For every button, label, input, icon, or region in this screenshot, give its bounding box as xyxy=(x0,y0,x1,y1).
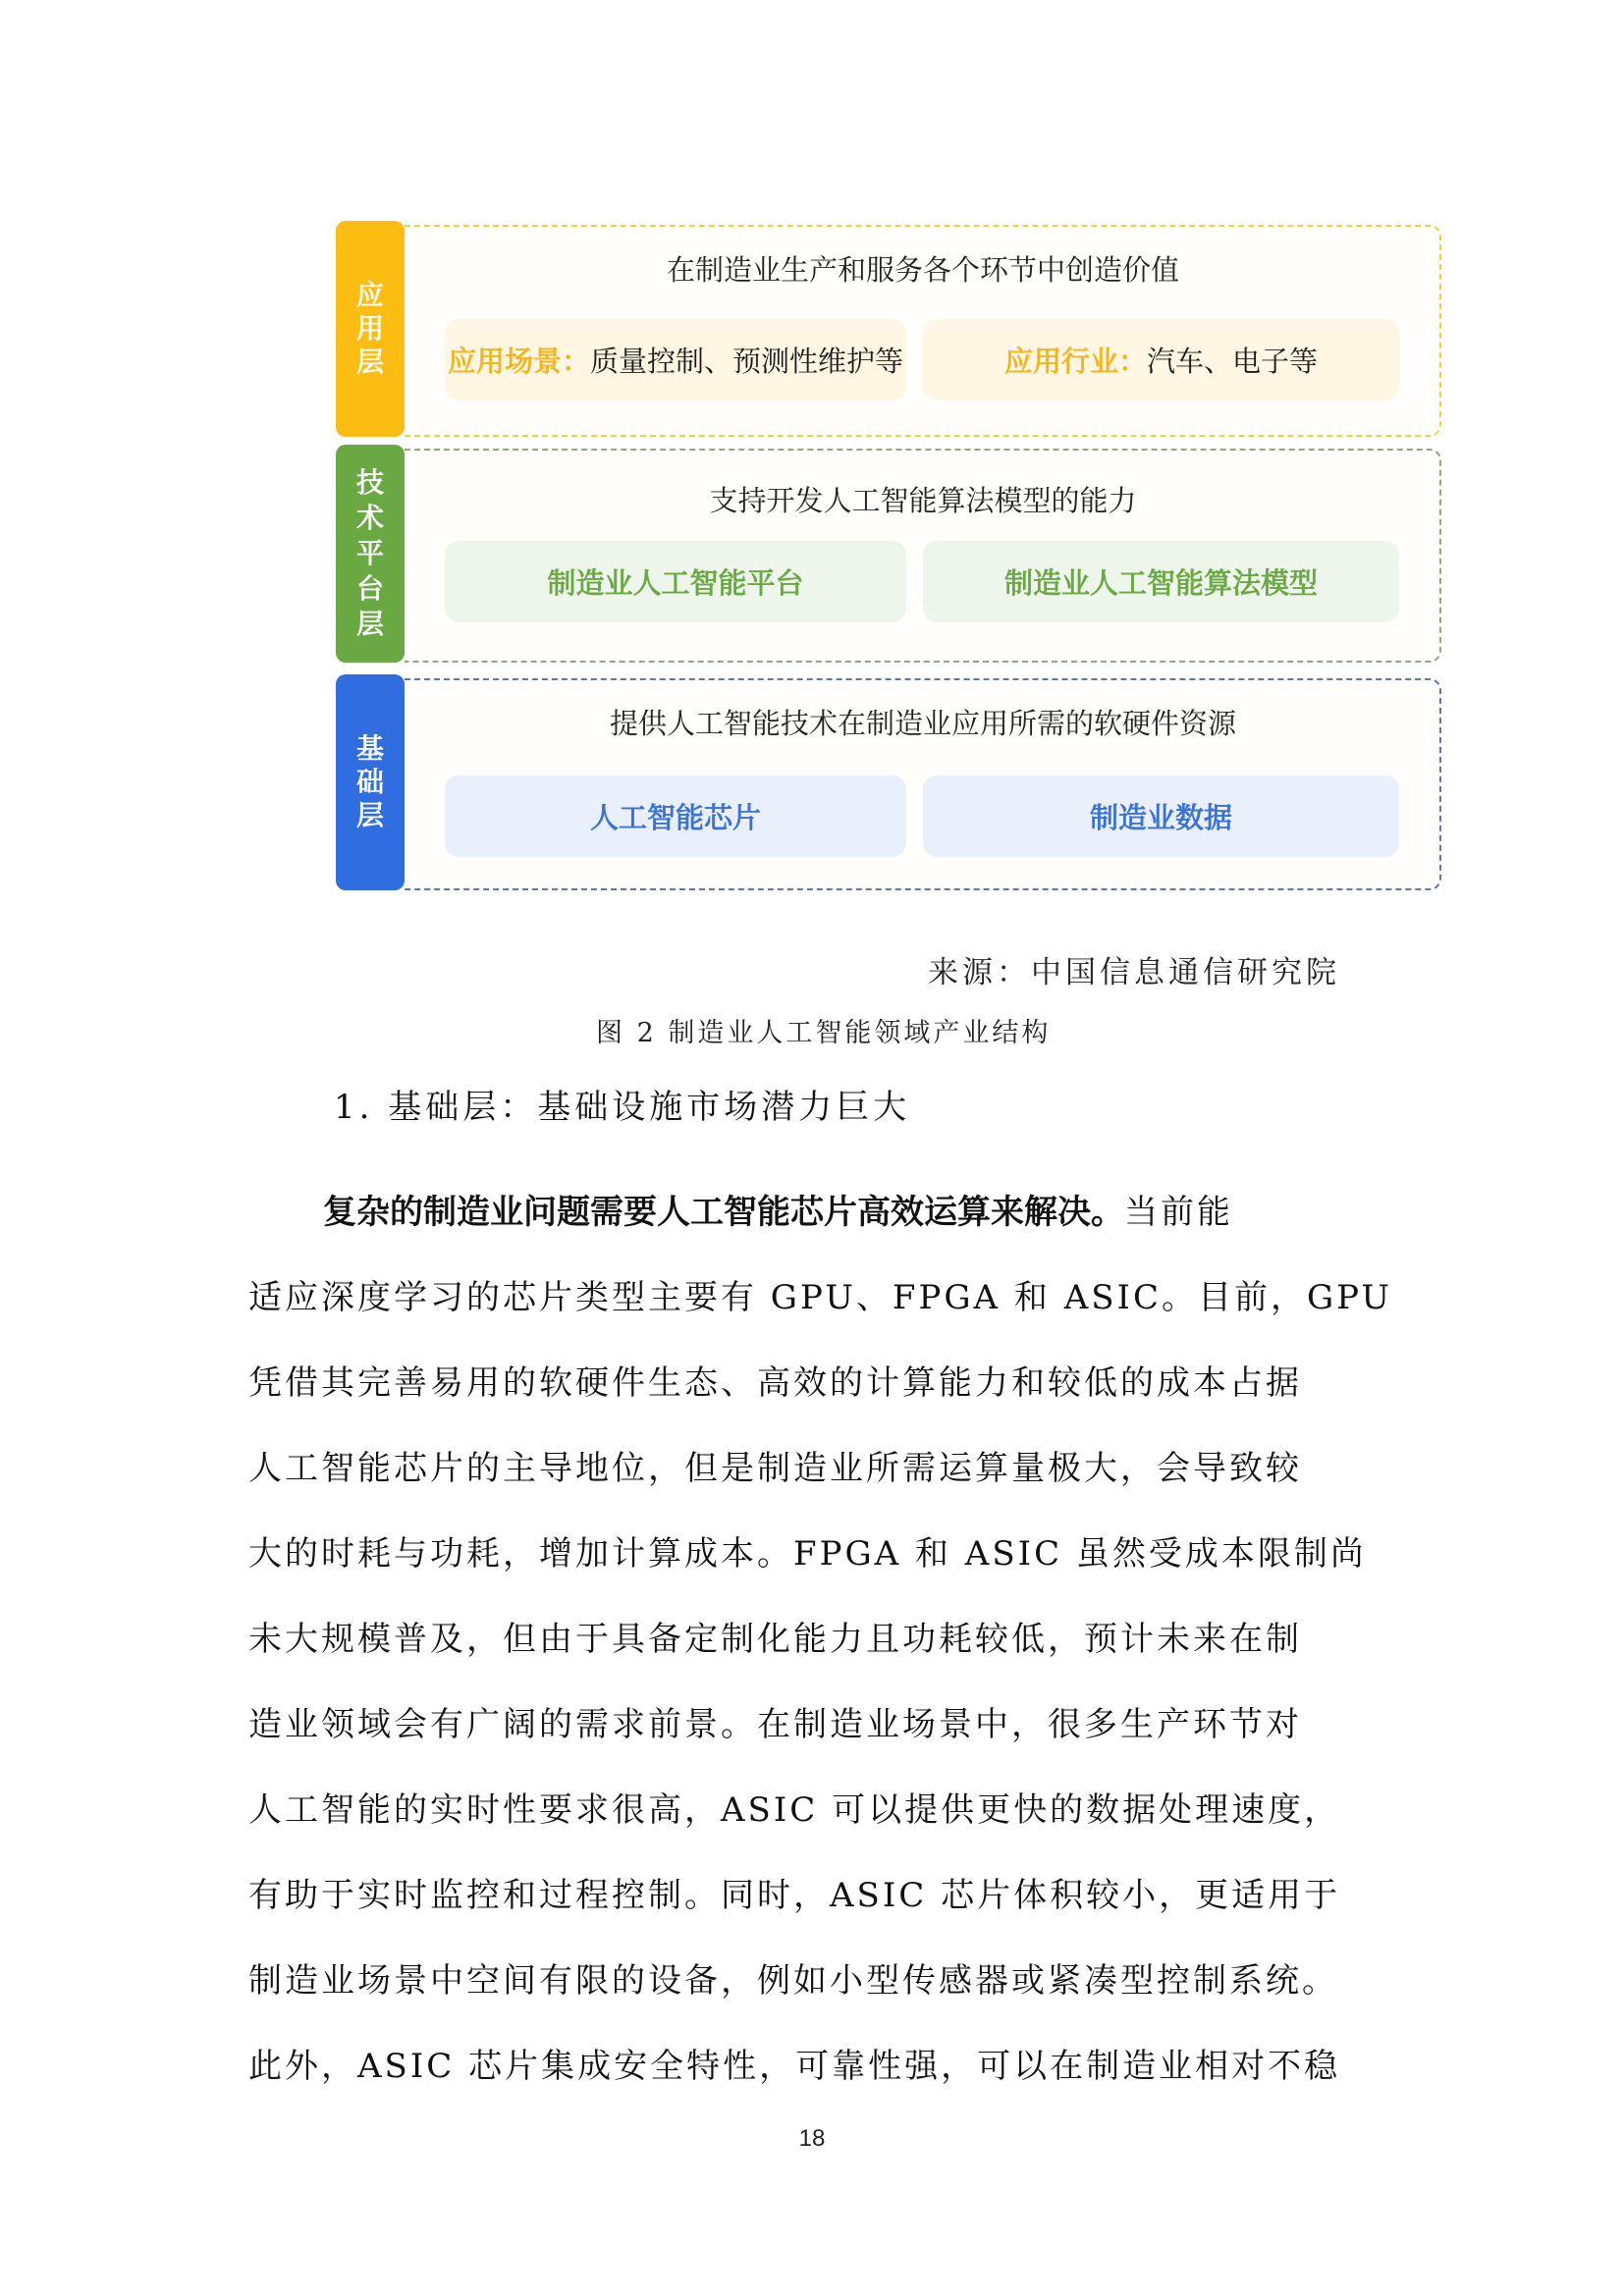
application-scenario-value: 质量控制、预测性维护等 xyxy=(590,345,904,378)
tech-platform-layer-description: 支持开发人工智能算法模型的能力 xyxy=(709,484,1137,517)
paragraph-line: 有助于实时监控和过程控制。同时，ASIC 芯片体积较小，更适用于 xyxy=(248,1876,1341,1915)
ai-chip-box: 人工智能芯片 xyxy=(445,775,906,857)
tech-platform-layer xyxy=(336,445,1441,663)
application-scenario-box xyxy=(445,319,906,400)
paragraph-line: 此外，ASIC 芯片集成安全特性，可靠性强，可以在制造业相对不稳 xyxy=(248,2047,1341,2086)
application-layer xyxy=(336,221,1441,437)
application-layer-label xyxy=(336,221,405,437)
body-paragraph xyxy=(248,1170,1393,2109)
lead-sentence: 复杂的制造业问题需要人工智能芯片高效运算来解决。 xyxy=(323,1193,1124,1232)
paragraph-line: 人工智能芯片的主导地位，但是制造业所需运算量极大，会导致较 xyxy=(248,1449,1302,1488)
paragraph-line: 大的时耗与功耗，增加计算成本。FPGA 和 ASIC 虽然受成本限制尚 xyxy=(248,1534,1367,1574)
paragraph-line: 未大规模普及，但由于具备定制化能力且功耗较低，预计未来在制 xyxy=(248,1620,1302,1659)
manufacturing-data-box: 制造业数据 xyxy=(923,775,1399,857)
label-char: 台 xyxy=(355,572,384,605)
paragraph-line: 凭借其完善易用的软硬件生态、高效的计算能力和较低的成本占据 xyxy=(248,1363,1302,1403)
label-char: 层 xyxy=(355,346,384,378)
ai-platform-box: 制造业人工智能平台 xyxy=(445,541,906,622)
figure-caption: 图 2 制造业人工智能领域产业结构 xyxy=(596,1018,1052,1048)
paragraph-line: 人工智能的实时性要求很高，ASIC 可以提供更快的数据处理速度， xyxy=(248,1790,1341,1830)
label-char: 平 xyxy=(355,537,384,569)
paragraph-line: 制造业场景中空间有限的设备，例如小型传感器或紧凑型控制系统。 xyxy=(248,1961,1338,2001)
label-char: 术 xyxy=(355,502,384,534)
label-char: 基 xyxy=(355,732,384,765)
application-industry-key: 应用行业： xyxy=(1003,345,1147,378)
application-industry-box xyxy=(923,319,1399,400)
foundation-layer xyxy=(336,674,1441,890)
section-heading: 1. 基础层：基础设施市场潜力巨大 xyxy=(334,1088,911,1127)
paragraph-line: 适应深度学习的芯片类型主要有 GPU、FPGA 和 ASIC。目前，GPU xyxy=(248,1278,1393,1317)
label-char: 础 xyxy=(355,766,384,798)
label-char: 技 xyxy=(355,466,384,499)
figure-source: 来源：中国信息通信研究院 xyxy=(928,955,1340,990)
label-char: 层 xyxy=(355,799,384,831)
ai-algorithm-model-box: 制造业人工智能算法模型 xyxy=(923,541,1399,622)
foundation-layer-label xyxy=(336,674,405,890)
tech-platform-layer-label xyxy=(336,445,405,663)
application-scenario-key: 应用场景： xyxy=(447,345,590,378)
foundation-layer-description: 提供人工智能技术在制造业应用所需的软硬件资源 xyxy=(609,707,1236,740)
application-layer-description: 在制造业生产和服务各个环节中创造价值 xyxy=(666,253,1179,287)
paragraph-line xyxy=(248,1170,1387,1255)
label-char: 应 xyxy=(355,279,384,311)
application-industry-value: 汽车、电子等 xyxy=(1147,345,1319,378)
page-number: 18 xyxy=(798,2125,826,2152)
paragraph-line: 造业领域会有广阔的需求前景。在制造业场景中，很多生产环节对 xyxy=(248,1705,1302,1744)
label-char: 用 xyxy=(355,312,384,345)
line-text: 当前能 xyxy=(1124,1193,1233,1232)
label-char: 层 xyxy=(355,608,384,640)
